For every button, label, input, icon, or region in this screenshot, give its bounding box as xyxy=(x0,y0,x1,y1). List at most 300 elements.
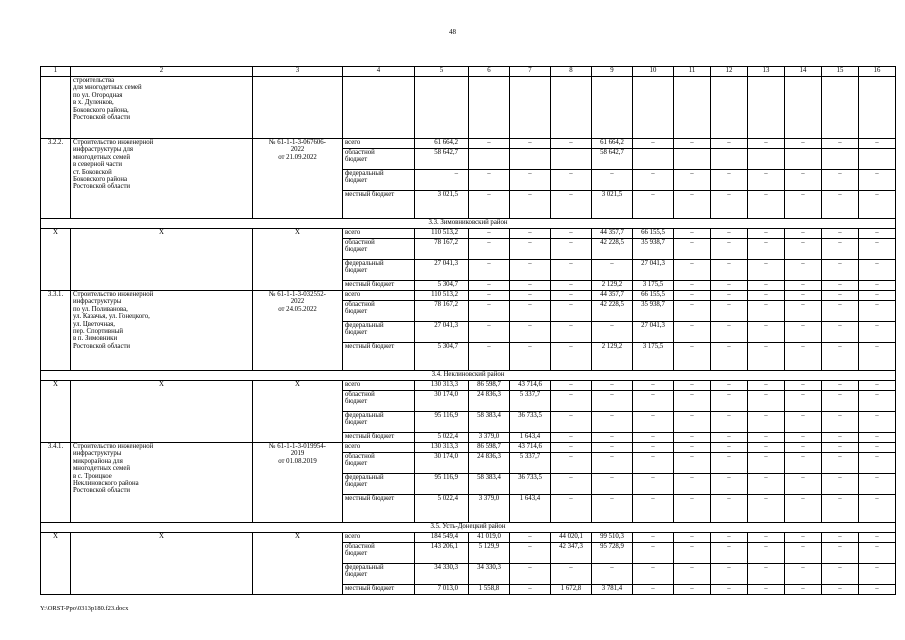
value-cell: 86 598,7 xyxy=(469,443,510,453)
value-cell: – xyxy=(822,291,859,301)
value-cell: – xyxy=(822,281,859,291)
value-cell: – xyxy=(859,453,896,474)
value-cell: – xyxy=(551,229,592,239)
value-cell: – xyxy=(711,533,748,543)
value-cell: – xyxy=(551,412,592,433)
column-number-header: 12 xyxy=(711,67,748,77)
object-name-cell-line: ул. Казачья, ул. Гонецкого, xyxy=(73,313,150,321)
value-cell: – xyxy=(785,381,822,391)
column-number-header: 11 xyxy=(674,67,711,77)
document-number-cell xyxy=(253,139,343,219)
value-cell: – xyxy=(748,139,785,149)
value-cell: – xyxy=(633,170,674,191)
value-cell: – xyxy=(592,381,633,391)
value-cell: – xyxy=(822,139,859,149)
value-cell xyxy=(633,149,674,170)
column-number-header: 8 xyxy=(551,67,592,77)
data-row xyxy=(41,291,896,301)
value-cell: – xyxy=(748,474,785,495)
value-cell: – xyxy=(415,170,469,191)
x-mark-cell: Х xyxy=(41,229,71,291)
value-cell: – xyxy=(674,585,711,595)
value-cell: 1 643,4 xyxy=(510,495,551,523)
object-name-cell-line: многодетных семей xyxy=(73,465,130,473)
value-cell: – xyxy=(711,453,748,474)
value-cell: – xyxy=(510,585,551,595)
value-cell: – xyxy=(711,301,748,322)
value-cell: – xyxy=(748,533,785,543)
value-cell: – xyxy=(822,443,859,453)
value-cell: – xyxy=(633,474,674,495)
budget-type-cell-line: всего xyxy=(345,533,361,540)
budget-type-cell-line: бюджет xyxy=(345,550,368,558)
value-cell: – xyxy=(674,543,711,564)
document-number-cell-line: от 01.08.2019 xyxy=(278,457,317,465)
value-cell: 42 347,3 xyxy=(551,543,592,564)
value-cell: – xyxy=(711,291,748,301)
object-name-cell-line: инфраструктуры для xyxy=(73,146,134,154)
value-cell: 1 558,8 xyxy=(469,585,510,595)
value-cell: 44 357,7 xyxy=(592,291,633,301)
budget-type-cell-line: бюджет xyxy=(345,460,368,468)
empty-cell xyxy=(41,77,71,139)
value-cell: – xyxy=(859,585,896,595)
value-cell: – xyxy=(551,495,592,523)
budget-type-cell xyxy=(343,191,415,219)
section-row xyxy=(41,371,896,381)
value-cell: 1 672,8 xyxy=(551,585,592,595)
value-cell: – xyxy=(785,291,822,301)
value-cell: – xyxy=(785,191,822,219)
empty-cell xyxy=(633,77,674,139)
value-cell: – xyxy=(674,564,711,585)
value-cell: – xyxy=(592,260,633,281)
value-cell: 24 836,3 xyxy=(469,391,510,412)
empty-cell xyxy=(822,77,859,139)
budget-type-cell-line: федеральный xyxy=(345,170,384,177)
column-number-header: 4 xyxy=(343,67,415,77)
budget-type-cell xyxy=(343,412,415,433)
value-cell: – xyxy=(822,585,859,595)
value-cell: – xyxy=(510,281,551,291)
object-name-cell-line: Неклиновского района xyxy=(73,480,139,488)
budget-type-cell xyxy=(343,139,415,149)
budget-type-cell xyxy=(343,474,415,495)
value-cell xyxy=(510,149,551,170)
value-cell: – xyxy=(674,139,711,149)
budget-type-cell-line: всего xyxy=(345,139,361,146)
value-cell: – xyxy=(748,260,785,281)
value-cell: – xyxy=(785,343,822,371)
value-cell: – xyxy=(551,322,592,343)
value-cell: 95 728,9 xyxy=(592,543,633,564)
value-cell: – xyxy=(510,191,551,219)
value-cell: – xyxy=(551,381,592,391)
value-cell: – xyxy=(711,495,748,523)
empty-cell xyxy=(674,77,711,139)
value-cell: 61 664,2 xyxy=(415,139,469,149)
column-number-header: 6 xyxy=(469,67,510,77)
object-name-cell-line: микрорайона для xyxy=(73,457,123,465)
value-cell: – xyxy=(551,191,592,219)
value-cell: – xyxy=(674,453,711,474)
budget-type-cell-line: всего xyxy=(345,443,361,450)
value-cell: – xyxy=(748,412,785,433)
value-cell: – xyxy=(859,322,896,343)
value-cell: 99 510,3 xyxy=(592,533,633,543)
value-cell xyxy=(822,149,859,170)
object-name-cell-line: в северной части xyxy=(73,161,123,169)
value-cell: 36 733,5 xyxy=(510,412,551,433)
value-cell: – xyxy=(510,239,551,260)
value-cell: 3 781,4 xyxy=(592,585,633,595)
object-name-cell-line: инфраструктуры xyxy=(73,298,122,306)
value-cell: – xyxy=(592,495,633,523)
object-name-cell-line: для многодетных семей xyxy=(73,84,142,92)
value-cell: – xyxy=(469,343,510,371)
empty-cell xyxy=(253,77,343,139)
x-mark-cell: Х xyxy=(253,533,343,595)
value-cell: – xyxy=(551,139,592,149)
value-cell: – xyxy=(633,453,674,474)
value-cell: 130 313,3 xyxy=(415,381,469,391)
budget-type-cell xyxy=(343,585,415,595)
value-cell: – xyxy=(748,433,785,443)
value-cell: 34 330,3 xyxy=(415,564,469,585)
value-cell: – xyxy=(592,170,633,191)
object-number-cell: 3.3.1. xyxy=(41,291,71,371)
value-cell: – xyxy=(711,381,748,391)
value-cell: – xyxy=(785,433,822,443)
object-name-cell-line: Боковского района xyxy=(73,176,128,184)
value-cell xyxy=(748,149,785,170)
empty-cell xyxy=(748,77,785,139)
object-name-cell-line: в с. Троицкое xyxy=(73,472,112,480)
value-cell: 5 304,7 xyxy=(415,281,469,291)
object-name-cell-line: инфраструктуры xyxy=(73,450,122,458)
budget-type-cell-line: всего xyxy=(345,381,361,388)
value-cell: – xyxy=(510,291,551,301)
value-cell: – xyxy=(822,433,859,443)
budget-type-cell-line: федеральный xyxy=(345,474,384,481)
value-cell: – xyxy=(785,564,822,585)
value-cell: 35 938,7 xyxy=(633,239,674,260)
value-cell: – xyxy=(469,139,510,149)
empty-cell xyxy=(785,77,822,139)
object-name-cell-line: Боковского района, xyxy=(73,106,129,114)
value-cell: 36 733,5 xyxy=(510,474,551,495)
object-name-cell-line: многодетных семей xyxy=(73,153,130,161)
value-cell: – xyxy=(674,239,711,260)
value-cell: – xyxy=(748,239,785,260)
value-cell: – xyxy=(822,191,859,219)
object-name-cell-line: строительства xyxy=(73,77,115,84)
budget-type-cell-line: местный бюджет xyxy=(345,191,395,198)
value-cell: – xyxy=(748,343,785,371)
value-cell: 58 642,7 xyxy=(592,149,633,170)
object-name-cell-line: в п. Зимовники xyxy=(73,335,118,343)
value-cell: – xyxy=(785,495,822,523)
value-cell: – xyxy=(510,564,551,585)
value-cell: – xyxy=(785,533,822,543)
budget-table xyxy=(40,66,896,595)
document-number-cell-line: 2019 xyxy=(290,450,305,458)
value-cell: 42 228,5 xyxy=(592,301,633,322)
x-mark-cell: Х xyxy=(71,229,253,291)
document-number-cell xyxy=(253,443,343,523)
value-cell: 95 116,9 xyxy=(415,412,469,433)
document-number-cell-line: № 61-1-1-3-019954- xyxy=(269,443,326,450)
value-cell: – xyxy=(592,391,633,412)
budget-type-cell xyxy=(343,564,415,585)
value-cell: – xyxy=(822,543,859,564)
value-cell: – xyxy=(469,191,510,219)
value-cell: – xyxy=(822,495,859,523)
value-cell: 3 175,5 xyxy=(633,281,674,291)
value-cell: – xyxy=(785,443,822,453)
document-number-cell xyxy=(253,291,343,371)
value-cell: – xyxy=(785,474,822,495)
value-cell: – xyxy=(859,260,896,281)
empty-cell xyxy=(711,77,748,139)
value-cell: – xyxy=(592,443,633,453)
object-number-cell: 3.4.1. xyxy=(41,443,71,523)
value-cell: 58 383,4 xyxy=(469,474,510,495)
value-cell: 5 337,7 xyxy=(510,391,551,412)
value-cell: – xyxy=(822,239,859,260)
value-cell: – xyxy=(551,343,592,371)
value-cell: – xyxy=(711,229,748,239)
budget-type-cell-line: местный бюджет xyxy=(345,343,395,350)
value-cell: – xyxy=(633,139,674,149)
empty-cell xyxy=(859,77,896,139)
value-cell: – xyxy=(633,585,674,595)
value-cell: 5 304,7 xyxy=(415,343,469,371)
value-cell: – xyxy=(674,301,711,322)
value-cell: 3 021,5 xyxy=(415,191,469,219)
empty-cell xyxy=(415,77,469,139)
budget-type-cell xyxy=(343,533,415,543)
value-cell: – xyxy=(551,281,592,291)
x-mark-cell: Х xyxy=(71,533,253,595)
value-cell: – xyxy=(822,260,859,281)
value-cell: – xyxy=(785,543,822,564)
value-cell: – xyxy=(711,433,748,443)
value-cell: 78 167,2 xyxy=(415,239,469,260)
column-number-header: 9 xyxy=(592,67,633,77)
value-cell: – xyxy=(551,474,592,495)
value-cell: – xyxy=(551,170,592,191)
empty-cell xyxy=(592,77,633,139)
value-cell: – xyxy=(551,433,592,443)
value-cell: – xyxy=(711,260,748,281)
continuation-row xyxy=(41,77,896,139)
value-cell: – xyxy=(859,291,896,301)
value-cell: – xyxy=(674,281,711,291)
value-cell: – xyxy=(859,191,896,219)
value-cell: – xyxy=(822,170,859,191)
value-cell: 24 836,3 xyxy=(469,453,510,474)
value-cell: – xyxy=(822,412,859,433)
value-cell: – xyxy=(822,229,859,239)
value-cell: 7 013,0 xyxy=(415,585,469,595)
budget-type-cell-line: федеральный xyxy=(345,322,384,329)
document-number-cell-line: 2022 xyxy=(290,146,305,154)
value-cell: – xyxy=(748,281,785,291)
value-cell: – xyxy=(551,391,592,412)
data-row xyxy=(41,229,896,239)
value-cell: – xyxy=(711,585,748,595)
value-cell: – xyxy=(859,239,896,260)
data-row xyxy=(41,139,896,149)
object-name-cell-line: Строительство инженерной xyxy=(73,443,154,450)
value-cell: 27 041,3 xyxy=(415,322,469,343)
value-cell: – xyxy=(592,433,633,443)
value-cell: – xyxy=(469,281,510,291)
value-cell: – xyxy=(551,260,592,281)
value-cell: – xyxy=(633,191,674,219)
budget-type-cell-line: областной xyxy=(345,149,375,156)
value-cell: – xyxy=(674,533,711,543)
value-cell: 44 357,7 xyxy=(592,229,633,239)
value-cell: – xyxy=(711,474,748,495)
value-cell: – xyxy=(785,239,822,260)
document-number-cell-line: от 21.09.2022 xyxy=(278,153,317,161)
budget-type-cell xyxy=(343,433,415,443)
document-number-cell-line: 2022 xyxy=(290,298,305,306)
value-cell: – xyxy=(469,239,510,260)
budget-type-cell-line: бюджет xyxy=(345,246,368,254)
value-cell: 95 116,9 xyxy=(415,474,469,495)
value-cell: – xyxy=(592,412,633,433)
value-cell: – xyxy=(510,260,551,281)
footer-file-path: Y:\ORST-Ppo\0313p180.f23.docx xyxy=(40,605,129,612)
object-name-cell xyxy=(71,139,253,219)
value-cell: – xyxy=(822,322,859,343)
object-name-cell xyxy=(71,291,253,371)
budget-type-cell xyxy=(343,260,415,281)
budget-type-cell-line: бюджет xyxy=(345,267,368,275)
value-cell: 2 129,2 xyxy=(592,343,633,371)
column-number-header: 5 xyxy=(415,67,469,77)
empty-cell xyxy=(510,77,551,139)
budget-type-cell xyxy=(343,495,415,523)
budget-type-cell-line: бюджет xyxy=(345,308,368,316)
column-number-header: 10 xyxy=(633,67,674,77)
object-name-cell-line: ул. Цветочная, xyxy=(73,320,115,328)
value-cell: – xyxy=(469,170,510,191)
value-cell: – xyxy=(822,343,859,371)
budget-type-cell-line: местный бюджет xyxy=(345,433,395,440)
value-cell: – xyxy=(633,391,674,412)
budget-type-cell xyxy=(343,453,415,474)
budget-type-cell xyxy=(343,343,415,371)
value-cell: – xyxy=(859,433,896,443)
value-cell: – xyxy=(633,443,674,453)
budget-type-cell-line: областной xyxy=(345,543,375,550)
value-cell: 5 022,4 xyxy=(415,433,469,443)
value-cell: – xyxy=(859,443,896,453)
column-number-header: 14 xyxy=(785,67,822,77)
value-cell: 42 228,5 xyxy=(592,239,633,260)
section-row xyxy=(41,523,896,533)
value-cell: – xyxy=(748,443,785,453)
value-cell: – xyxy=(748,495,785,523)
value-cell: – xyxy=(822,381,859,391)
value-cell: – xyxy=(510,170,551,191)
data-row xyxy=(41,533,896,543)
value-cell: – xyxy=(674,229,711,239)
document-number-cell-line: № 61-1-1-3-032552- xyxy=(269,291,326,298)
budget-type-cell-line: областной xyxy=(345,453,375,460)
value-cell: – xyxy=(748,291,785,301)
value-cell: 43 714,6 xyxy=(510,443,551,453)
budget-type-cell-line: местный бюджет xyxy=(345,585,395,592)
value-cell: – xyxy=(469,291,510,301)
value-cell: 34 330,3 xyxy=(469,564,510,585)
value-cell: 66 155,5 xyxy=(633,229,674,239)
value-cell: – xyxy=(711,443,748,453)
value-cell: 27 041,3 xyxy=(633,322,674,343)
budget-type-cell-line: бюджет xyxy=(345,177,368,185)
value-cell: – xyxy=(674,260,711,281)
value-cell: – xyxy=(711,322,748,343)
value-cell: – xyxy=(674,412,711,433)
page-number: 48 xyxy=(449,28,456,36)
value-cell: – xyxy=(674,343,711,371)
data-row xyxy=(41,381,896,391)
value-cell: – xyxy=(785,281,822,291)
value-cell: – xyxy=(510,139,551,149)
value-cell: – xyxy=(510,533,551,543)
value-cell: 5 337,7 xyxy=(510,453,551,474)
column-number-header: 16 xyxy=(859,67,896,77)
value-cell: 58 642,7 xyxy=(415,149,469,170)
value-cell: – xyxy=(633,412,674,433)
budget-type-cell-line: всего xyxy=(345,229,361,236)
column-number-header: 13 xyxy=(748,67,785,77)
value-cell xyxy=(711,149,748,170)
value-cell: – xyxy=(592,474,633,495)
value-cell: 41 019,0 xyxy=(469,533,510,543)
value-cell: – xyxy=(859,391,896,412)
value-cell: – xyxy=(785,453,822,474)
value-cell: – xyxy=(469,301,510,322)
value-cell xyxy=(785,149,822,170)
value-cell: – xyxy=(822,453,859,474)
value-cell: 143 206,1 xyxy=(415,543,469,564)
value-cell: 184 549,4 xyxy=(415,533,469,543)
value-cell: – xyxy=(748,229,785,239)
budget-type-cell-line: местный бюджет xyxy=(345,495,395,502)
budget-type-cell xyxy=(343,229,415,239)
value-cell: – xyxy=(785,139,822,149)
value-cell: – xyxy=(711,391,748,412)
value-cell: – xyxy=(748,381,785,391)
value-cell: 43 714,6 xyxy=(510,381,551,391)
budget-type-cell-line: бюджет xyxy=(345,419,368,427)
value-cell: – xyxy=(633,533,674,543)
value-cell xyxy=(469,149,510,170)
column-number-header: 2 xyxy=(71,67,253,77)
value-cell: – xyxy=(592,322,633,343)
value-cell: – xyxy=(748,170,785,191)
value-cell: – xyxy=(551,453,592,474)
value-cell: – xyxy=(785,170,822,191)
budget-type-cell xyxy=(343,322,415,343)
x-mark-cell: Х xyxy=(41,381,71,443)
value-cell: – xyxy=(469,260,510,281)
